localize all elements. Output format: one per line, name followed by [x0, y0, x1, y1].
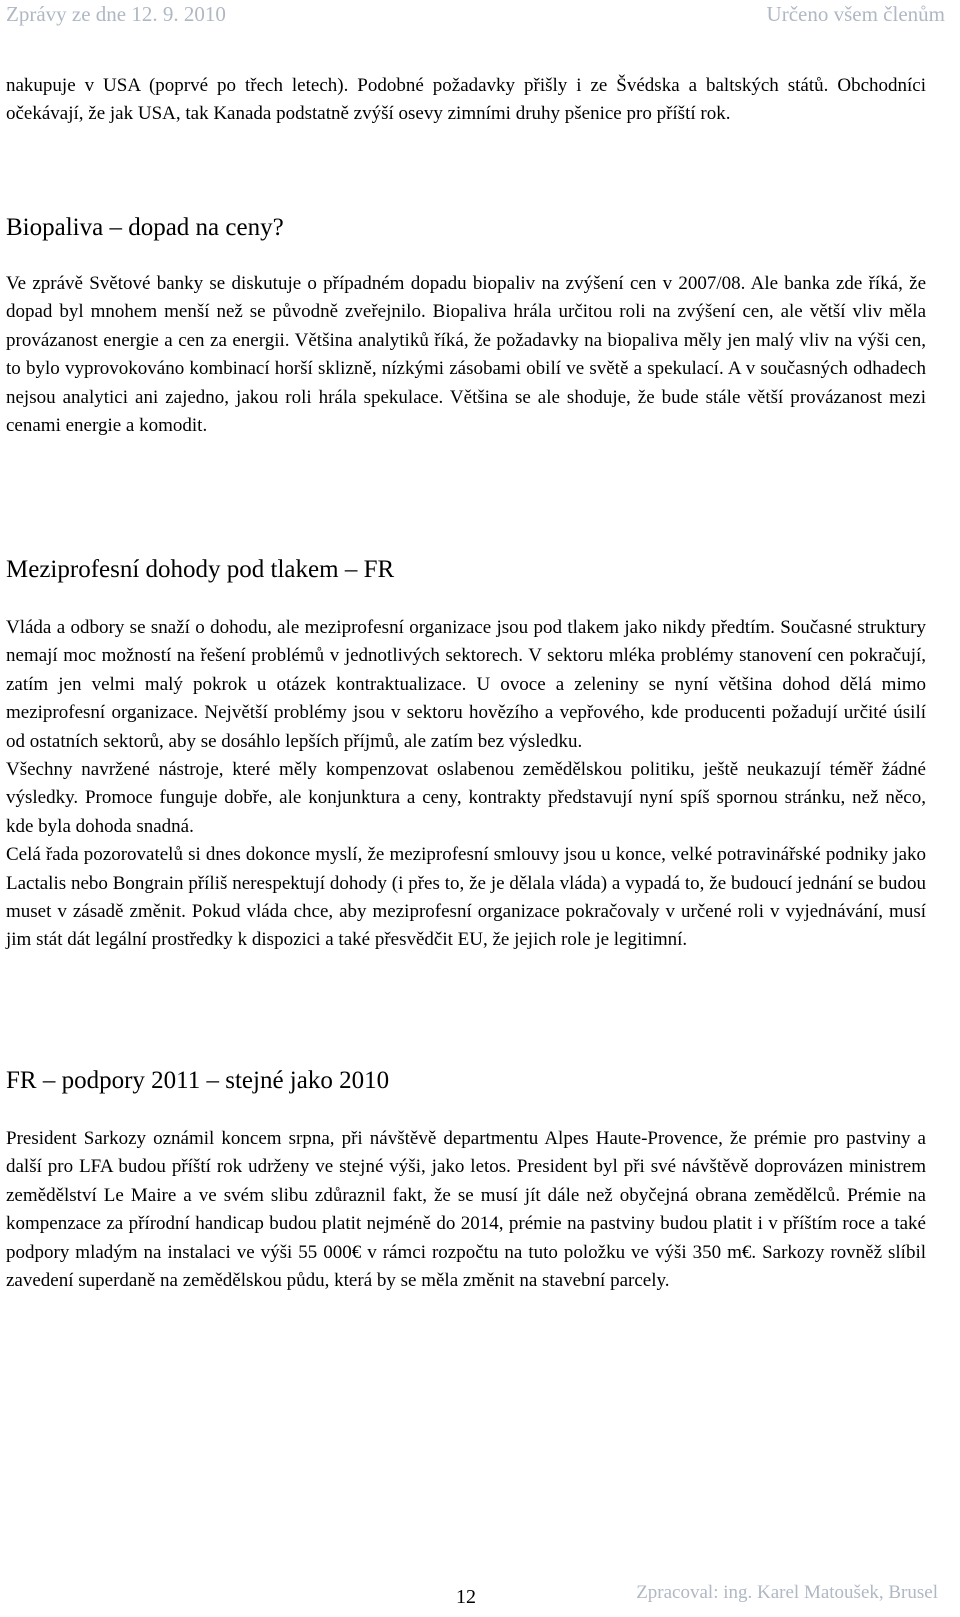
paragraph: President Sarkozy oznámil koncem srpna, při návštěvě departmentu Alpes Haute-Provence, že prémie pro pastviny a další pro LFA budou příští rok udrženy ve stejné výši, jako letos. President byl při své návštěvě doprovázen ministrem zemědělství Le Maire a ve svém slibu zdůraznil fakt, že se musí jít dále než obyčejná obrana zemědělců. Prémie na kompenzace za přírodní handicap budou platit nejméně do 2014, prémie na pastviny budou platit i v příštím roce a také podpory mladým na instalaci ve výši 55 000€ v rámci rozpočtu na tuto položku ve výši 350 m€. Sarkozy rovněž slíbil zavedení superdaně na zemědělskou půdu, která by se měla změnit na stavební parcely. [6, 1128, 926, 1292]
intro-paragraph: nakupuje v USA (poprvé po třech letech). Podobné požadavky přišly i ze Švédska a baltských států. Obchodníci očekávají, že jak USA, tak Kanada podstatně zvýší osevy zimními druhy pšenice pro příští rok. [6, 75, 926, 125]
footer-author: Zpracoval: ing. Karel Matoušek, Brusel [636, 1582, 938, 1603]
page-header [0, 0, 960, 30]
section-body-biopaliva [6, 270, 926, 440]
section-heading-biopaliva: Biopaliva – dopad na ceny? [6, 214, 284, 241]
paragraph: Ve zprávě Světové banky se diskutuje o případném dopadu biopaliv na zvýšení cen v 2007/08. Ale banka zde říká, že dopad byl mnohem menší než se původně zveřejnilo. Biopaliva hrála určitou roli na zvýšení cen, ale větší vliv měla provázanost energie a cen za energii. Většina analytiků říká, že požadavky na biopaliva měly jen malý vliv na výši cen, to bylo vyprovokováno kombinací horší sklizně, nízkými zásobami obilí ve světě a spekulací. A v současných odhadech nejsou analytici ani zajedno, jakou roli hrála spekulace. Většina se ale shoduje, že bude stále větší provázanost mezi cenami energie a komodit. [6, 273, 926, 437]
page-number: 12 [456, 1586, 476, 1608]
paragraph: Vláda a odbory se snaží o dohodu, ale meziprofesní organizace jsou pod tlakem jako nikdy předtím. Současné struktury nemají moc možností na řešení problémů v jednotlivých sektorech. V sektoru mléka problémy stanovení cen pokračují, zatím jen velmi malý pokrok u otázek kontraktualizace. U ovoce a zeleniny se nyní většina dohod dělá mimo meziprofesní organizace. Největší problémy jsou v sektoru hovězího a vepřového, kde producenti požadují určité úsilí od ostatních sektorů, aby se dosáhlo lepších příjmů, ale zatím bez výsledku. [6, 617, 926, 752]
section-body-meziprofesni [6, 614, 926, 955]
header-audience: Určeno všem členům [766, 2, 945, 26]
section-heading-podpory: FR – podpory 2011 – stejné jako 2010 [6, 1067, 390, 1094]
paragraph: Všechny navržené nástroje, které měly kompenzovat oslabenou zemědělskou politiku, ještě neukazují téměř žádné výsledky. Promoce funguje dobře, ale konjunktura a ceny, kontrakty představují nyní spíš spornou stránku, než něco, kde byla dohoda snadná. [6, 759, 926, 837]
intro-section [6, 72, 926, 129]
section-body-podpory [6, 1125, 926, 1295]
paragraph: Celá řada pozorovatelů si dnes dokonce myslí, že meziprofesní smlouvy jsou u konce, velké potravinářské podniky jako Lactalis nebo Bongrain příliš nerespektují dohody (i přes to, že je dělala vláda) a vypadá to, že budoucí jednání se budou muset v zásadě změnit. Pokud vláda chce, aby meziprofesní organizace pokračovaly v určené roli v vyjednávání, musí jim stát dát legální prostředky k dispozici a také přesvědčit EU, že jejich role je legitimní. [6, 844, 926, 951]
header-date: Zprávy ze dne 12. 9. 2010 [6, 2, 226, 26]
section-heading-meziprofesni: Meziprofesní dohody pod tlakem – FR [6, 556, 395, 583]
